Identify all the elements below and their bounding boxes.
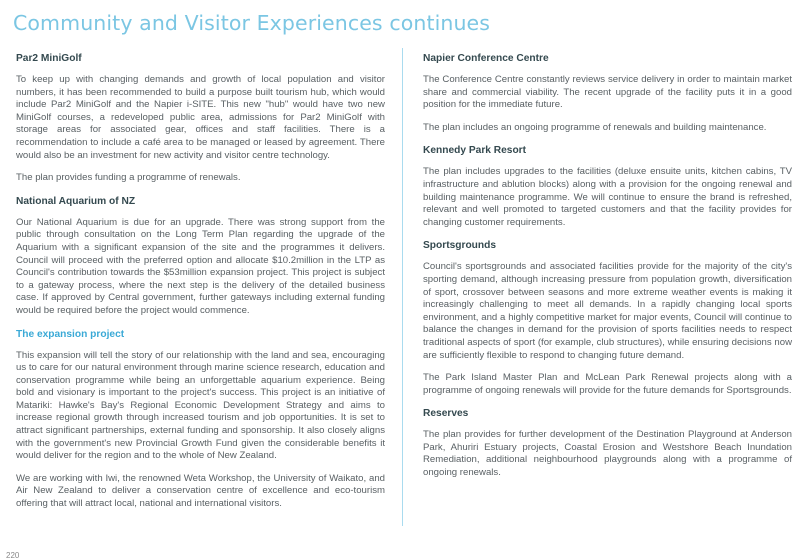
paragraph: Council's sportsgrounds and associated facilities provide for the majority of the city's sporting demand, although increasing pressure from population growth, diversification of sport, crossover between seasons and more extreme weather events is making it increasingly challenging to meet all demands. In a rapidly changing local sports environment, and a highly competitive market for major events, Council will continue to balance the changes in demand for the provision of sports facilities needs to respect traditional aspects of sport (for example, club structures), while ensuring decisions now are sufficiently flexible to respond to changing future demand.	[423, 261, 792, 361]
paragraph: We are working with Iwi, the renowned Weta Workshop, the University of Waikato, and Air New Zealand to deliver a conservation centre of excellence and eco-tourism offering that will attract local, national and international visitors.	[16, 472, 385, 510]
section-par2-minigolf	[16, 52, 385, 185]
paragraph: To keep up with changing demands and growth of local population and visitor numbers, it has been recommended to build a purpose built tourism hub, which would include Par2 MiniGolf and the Napier i-SITE. This new "hub" would have two new MiniGolf courses, a redeveloped public area, admissions for Par2 MiniGolf with storage areas for associated gear, offices and staff facilities. There is a recommendation to include a café area to be managed or leased by agreement. There would also be an investment for new activity and visitor centre technology.	[16, 74, 385, 161]
column-divider	[402, 48, 403, 526]
left-column	[16, 52, 385, 521]
page-number: 220	[6, 551, 20, 560]
paragraph: The plan provides funding a programme of renewals.	[16, 172, 241, 184]
section-reserves	[423, 407, 792, 479]
paragraph: The plan includes upgrades to the facilities (deluxe ensuite units, kitchen cabins, TV infrastructure and ablution blocks) along with a provision for the ongoing renewal and building maintenance programme. We will continue to ensure the brand is refreshed, relevant and well promoted to targeted customers and that the facility provides for changing customer requirements.	[423, 166, 792, 228]
section-heading: Napier Conference Centre	[423, 53, 549, 64]
paragraph: The Conference Centre constantly reviews service delivery in order to maintain market share and commercial viability. The recent upgrade of the facility puts it in a good position for the immediate future.	[423, 74, 792, 111]
section-napier-conference-centre	[423, 52, 792, 134]
section-heading: National Aquarium of NZ	[16, 195, 136, 207]
paragraph: Our National Aquarium is due for an upgrade. There was strong support from the public through consultation on the Long Term Plan regarding the upgrade of the Aquarium with a significant expansion of the site and the programmes it delivers. Council will proceed with the preferred option and allocate $10.2million in the LTP as Council's contribution towards the $53million expansion project. This project is subject to a gateway process, where the next step is the delivery of the detailed business case. If approved by Central government, further gateways including external funding would be required before the project would commence.	[16, 216, 385, 316]
paragraph: The Park Island Master Plan and McLean Park Renewal projects along with a programme of ongoing renewals will provide for the future demands for Sportsgrounds.	[423, 372, 792, 396]
section-kennedy-park-resort	[423, 144, 792, 229]
page-title: Community and Visitor Experiences continues	[13, 11, 491, 35]
section-heading-accent: The expansion project	[16, 328, 125, 340]
section-sportsgrounds	[423, 239, 792, 397]
section-heading: Kennedy Park Resort	[423, 145, 527, 157]
paragraph: The plan provides for further development of the Destination Playground at Anderson Park, Ahuriri Estuary projects, Coastal Erosion and Westshore Beach Inundation Remediation, additional neighbourhood playgrounds along with a programme of ongoing renewals.	[423, 429, 792, 479]
section-national-aquarium	[16, 195, 385, 318]
paragraph: The plan includes an ongoing programme of renewals and building maintenance.	[423, 121, 767, 133]
paragraph: This expansion will tell the story of our relationship with the land and sea, encouraging us to care for our natural environment through marine science research, education and conservation programme while being an unforgettable aquarium experience. Being bold and visionary is important to the project's success. This project is an initiative of Matariki: Hawke's Bay's Regional Economic Development Strategy and aims to increase regional growth through increased tourism and job opportunities. It is set to attract significant partnerships, external funding and sponsorship. It also closely aligns with the government's new Provincial Growth Fund given the considerable benefits it would deliver for the region and to the whole of New Zealand.	[16, 349, 385, 462]
section-expansion-project	[16, 328, 385, 511]
section-heading: Reserves	[423, 408, 469, 420]
section-heading: Par2 MiniGolf	[16, 53, 82, 64]
section-heading: Sportsgrounds	[423, 240, 497, 252]
right-column	[423, 52, 792, 490]
